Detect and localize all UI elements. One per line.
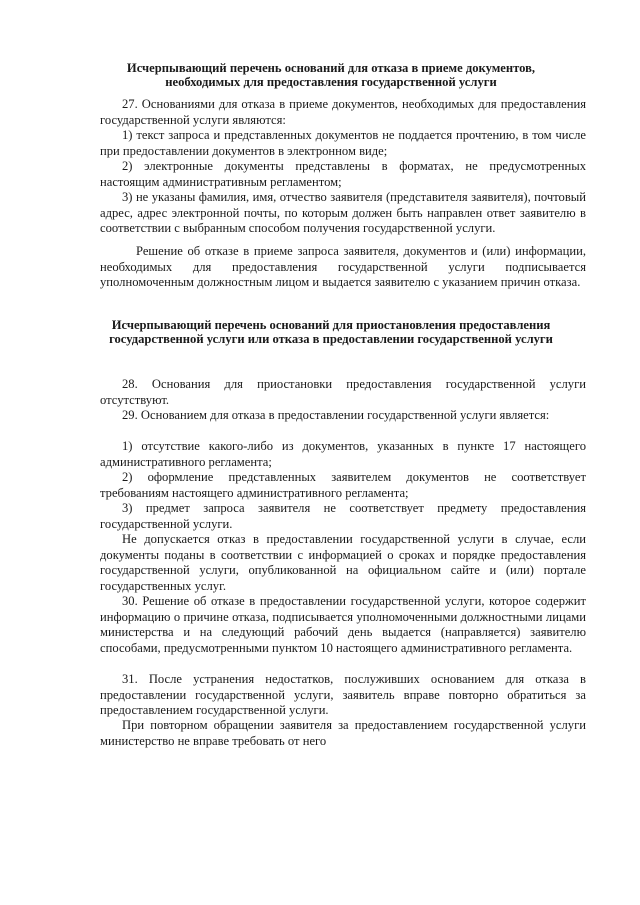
- paragraph-31-repeat: При повторном обращении заявителя за предоставлением государственной услуги министерство не вправе требовать от него: [100, 718, 586, 748]
- paragraph-30: 30. Решение об отказе в предоставлении государственной услуги, которое содержит информацию о причине отказа, подписывается уполномоченными должностными лицами министерства и на следующий рабочий день выдается (направляется) заявителю способами, предусмотренными пунктом 10 настоящего административного регламента.: [100, 594, 586, 655]
- paragraph-27-decision: Решение об отказе в приеме запроса заявителя, документов и (или) информации, необходимых для предоставления государственной услуги подписывается уполномоченным должностным лицом и выдается заявителю с указанием причин отказа.: [100, 244, 586, 289]
- paragraph-29-item-1: 1) отсутствие какого-либо из документов, указанных в пункте 17 настоящего административного регламента;: [100, 439, 586, 469]
- paragraph-31: 31. После устранения недостатков, послуживших основанием для отказа в предоставлении государственной услуги, заявитель вправе повторно обратиться за предоставлением государственной услуги.: [100, 672, 586, 717]
- paragraph-28: 28. Основания для приостановки предоставления государственной услуги отсутствуют.: [100, 377, 586, 407]
- paragraph-29-item-2: 2) оформление представленных заявителем документов не соответствует требованиям настоящего административного регламента;: [100, 470, 586, 500]
- paragraph-27: 27. Основаниями для отказа в приеме документов, необходимых для предоставления государственной услуги являются:: [100, 97, 586, 127]
- section-heading-refusal-acceptance: Исчерпывающий перечень оснований для отказа в приеме документов, необходимых для предоставления государственной услуги: [126, 61, 536, 89]
- section-heading-suspension-refusal: Исчерпывающий перечень оснований для приостановления предоставления государственной услуги или отказа в предоставлении государственной услуги: [109, 318, 553, 346]
- paragraph-27-item-2: 2) электронные документы представлены в форматах, не предусмотренных настоящим административным регламентом;: [100, 159, 586, 189]
- paragraph-27-item-1: 1) текст запроса и представленных документов не поддается прочтению, в том числе при предоставлении документов в электронном виде;: [100, 128, 586, 158]
- paragraph-29: 29. Основанием для отказа в предоставлении государственной услуги является:: [122, 408, 550, 422]
- paragraph-29-item-3: 3) предмет запроса заявителя не соответствует предмету предоставления государственной услуги.: [100, 501, 586, 531]
- paragraph-27-item-3: 3) не указаны фамилия, имя, отчество заявителя (представителя заявителя), почтовый адрес, адрес электронной почты, по которым должен быть направлен ответ заявителю в соответствии с выбранным способом получения государственной услуги.: [100, 190, 586, 235]
- paragraph-29-note: Не допускается отказ в предоставлении государственной услуги в случае, если документы поданы в соответствии с информацией о сроках и порядке предоставления государственной услуги, опубликованной на официальном сайте и (или) портале государственных услуг.: [100, 532, 586, 593]
